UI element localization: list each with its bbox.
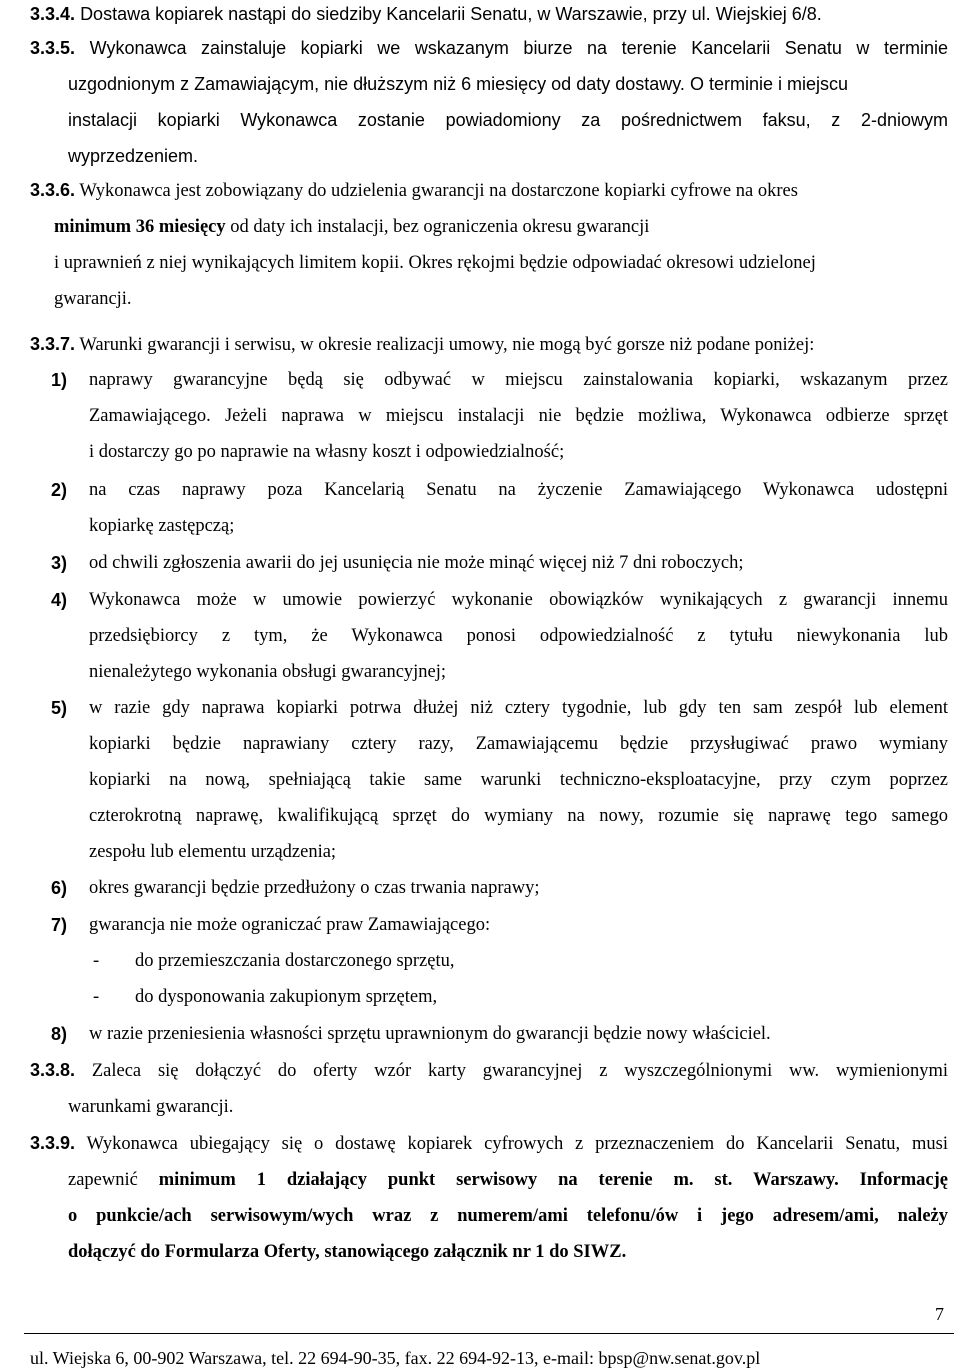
list-item [30, 472, 948, 544]
list-item-line: na czas naprawy poza Kancelarią Senatu na życzenie Zamawiającego Wykonawca udostępni [89, 480, 948, 500]
list-item-line: kopiarkę zastępczą; [89, 516, 235, 536]
dash-list-item [93, 943, 455, 979]
paragraph-line: Zaleca się dołączyć do oferty wzór karty gwarancyjnej z wyszczególnionymi ww. wymienionymi [91, 1061, 948, 1081]
paragraph-line: Okres rękojmi będzie odpowiadać okresowi udzielonej [408, 253, 816, 273]
list-item-line: i dostarczy go po naprawie na własny koszt i odpowiedzialność; [89, 442, 565, 462]
list-item-line: Zamawiającego. Jeżeli naprawa w miejscu instalacji nie będzie możliwa, Wykonawca odbierze sprzęt [89, 406, 948, 426]
list-item-label: 2) [51, 480, 68, 500]
paragraph-line: od daty ich instalacji, bez ograniczenia okresu gwarancji [230, 217, 650, 237]
bold-text: dołączyć do Formularza Oferty, stanowiącego załącznik nr 1 do SIWZ. [68, 1242, 627, 1262]
paragraph-line: Warunki gwarancji i serwisu, w okresie realizacji umowy, nie mogą być gorsze niż podane poniżej: [79, 335, 815, 355]
paragraph-number: 3.3.5. [30, 38, 76, 58]
list-item-line: przedsiębiorcy z tym, że Wykonawca ponosi odpowiedzialność z tytułu niewykonania lub [89, 626, 948, 646]
paragraph-line: i uprawnień z niej wynikających limitem kopii. [54, 253, 404, 273]
paragraph-3-3-5 [30, 30, 948, 174]
paragraph-number: 3.3.7. [30, 334, 76, 354]
list-item-line: okres gwarancji będzie przedłużony o czas trwania naprawy; [89, 878, 540, 898]
list-item-label: 6) [51, 878, 68, 898]
bold-text: o punkcie/ach serwisowym/wych wraz z numerem/ami telefonu/ów i jego adresem/ami, należy [68, 1206, 948, 1226]
list-item-label: 3) [51, 553, 68, 573]
paragraph-number: 3.3.6. [30, 180, 76, 200]
dash-list-item [93, 979, 437, 1015]
list-item-line: nienależytego wykonania obsługi gwarancyjnej; [89, 662, 447, 682]
list-item-line: w razie przeniesienia własności sprzętu uprawnionym do gwarancji będzie nowy właściciel. [89, 1024, 771, 1044]
list-item [30, 545, 948, 581]
list-item-label: 7) [51, 915, 68, 935]
list-item-line: od chwili zgłoszenia awarii do jej usunięcia nie może minąć więcej niż 7 dni roboczych; [89, 553, 744, 573]
paragraph-line: warunkami gwarancji. [68, 1097, 234, 1117]
list-item-label: 4) [51, 590, 68, 610]
paragraph-text: Dostawa kopiarek nastąpi do siedziby Kancelarii Senatu, w Warszawie, przy ul. Wiejskiej 6/8. [80, 4, 822, 24]
dash-bullet: - [93, 987, 100, 1007]
paragraph-3-3-6 [30, 172, 948, 317]
paragraph-line: gwarancji. [54, 289, 132, 309]
footer-divider [24, 1333, 954, 1334]
paragraph-line: O terminie i miejscu [689, 74, 848, 94]
list-item-line: gwarancja nie może ograniczać praw Zamawiającego: [89, 915, 491, 935]
list-item [30, 362, 948, 470]
paragraph-line: instalacji kopiarki Wykonawca zostanie powiadomiony za pośrednictwem faksu, z 2-dniowym [68, 110, 948, 130]
paragraph-line: wyprzedzeniem. [68, 146, 199, 166]
bold-text: minimum 36 miesięcy [54, 217, 226, 237]
list-item-line: kopiarki będzie naprawiany cztery razy, Zamawiającemu będzie przysługiwać prawo wymiany [89, 734, 948, 754]
paragraph-3-3-9 [30, 1125, 948, 1270]
list-item [30, 870, 948, 906]
paragraph-line: zapewnić [68, 1170, 138, 1190]
list-item-line: Wykonawca może w umowie powierzyć wykonanie obowiązków wynikających z gwarancji innemu [89, 590, 948, 610]
paragraph-line: Wykonawca jest zobowiązany do udzielenia gwarancji na dostarczone kopiarki cyfrowe na okres [79, 181, 798, 201]
list-item [30, 582, 948, 690]
list-item-label: 8) [51, 1024, 68, 1044]
list-item [30, 907, 948, 943]
list-item [30, 690, 948, 870]
list-item-line: kopiarki na nową, spełniającą takie same warunki techniczno-eksploatacyjne, przy czym poprzez [89, 770, 948, 790]
paragraph-number: 3.3.8. [30, 1060, 76, 1080]
paragraph-3-3-4 [30, 0, 948, 32]
paragraph-3-3-8 [30, 1052, 948, 1125]
dash-item-text: do dysponowania zakupionym sprzętem, [135, 987, 438, 1007]
paragraph-number: 3.3.4. [30, 4, 76, 24]
paragraph-line: Wykonawca ubiegający się o dostawę kopiarek cyfrowych z przeznaczeniem do Kancelarii Senatu, musi [86, 1134, 948, 1154]
list-item [30, 1016, 948, 1052]
footer-address: ul. Wiejska 6, 00-902 Warszawa, tel. 22 694-90-35, fax. 22 694-92-13, e-mail: bpsp@nw.senat.gov.pl [30, 1348, 761, 1368]
list-item-label: 5) [51, 698, 68, 718]
dash-bullet: - [93, 951, 100, 971]
list-item-line: w razie gdy naprawa kopiarki potrwa dłużej niż cztery tygodnie, lub gdy ten sam zespół lub element [89, 698, 948, 718]
list-item-line: czterokrotną naprawę, kwalifikującą sprzęt do wymiany na nowy, rozumie się naprawę tego samego [89, 806, 948, 826]
list-item-line: naprawy gwarancyjne będą się odbywać w miejscu zainstalowania kopiarki, wskazanym przez [89, 370, 948, 390]
bold-text: minimum 1 działający punkt serwisowy na terenie m. st. Warszawy. Informację [158, 1170, 949, 1190]
paragraph-line: uzgodnionym z Zamawiającym, nie dłuższym niż 6 miesięcy od daty dostawy. [68, 74, 685, 94]
paragraph-3-3-7 [30, 326, 948, 363]
paragraph-line: Wykonawca zainstaluje kopiarki we wskazanym biurze na terenie Kancelarii Senatu w terminie [89, 38, 948, 58]
page-number: 7 [935, 1304, 944, 1324]
list-item-line: zespołu lub elementu urządzenia; [89, 842, 337, 862]
paragraph-number: 3.3.9. [30, 1133, 76, 1153]
dash-item-text: do przemieszczania dostarczonego sprzętu, [135, 951, 455, 971]
list-item-label: 1) [51, 370, 68, 390]
